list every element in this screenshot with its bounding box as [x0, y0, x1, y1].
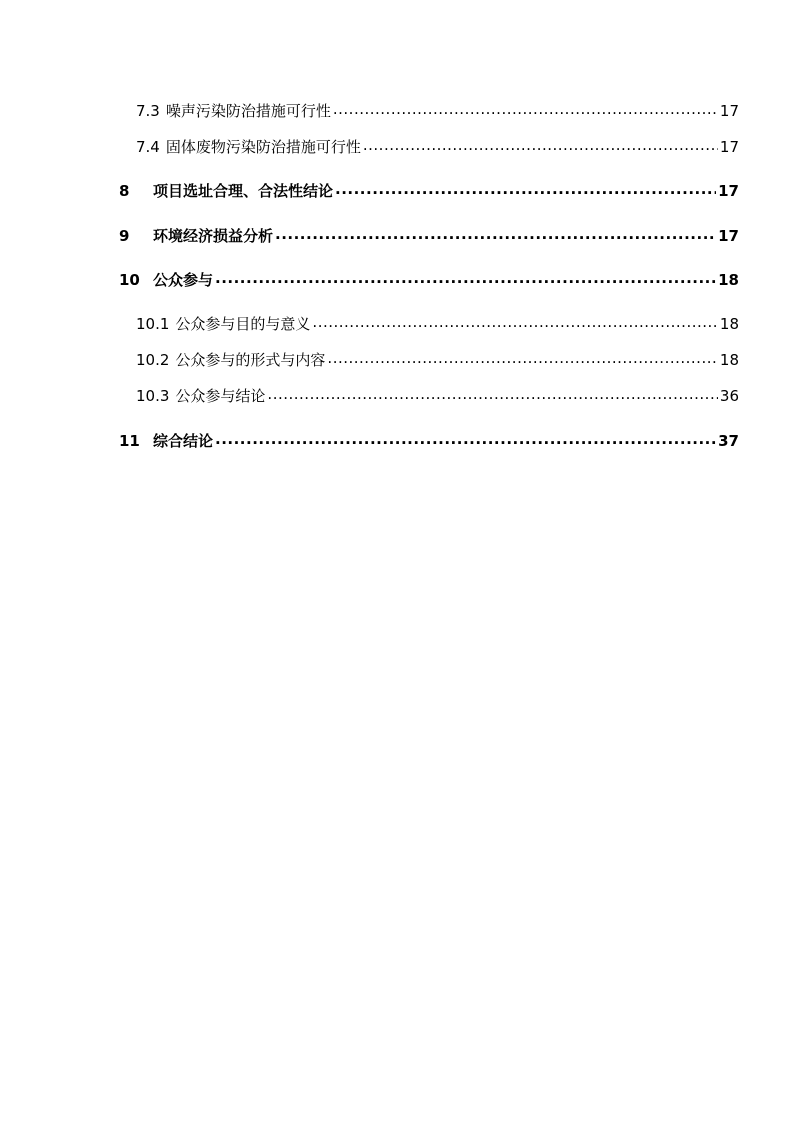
toc-entry-11[interactable]: [119, 430, 739, 451]
toc-entry-8[interactable]: [119, 180, 739, 201]
dot-leader: [215, 431, 716, 446]
toc-entry-page: 18: [718, 271, 739, 289]
toc-entry-10[interactable]: [119, 269, 739, 290]
toc-entry-title: 环境经济损益分析: [153, 227, 274, 245]
dot-leader: [215, 270, 716, 285]
dot-leader: [267, 386, 717, 401]
dot-leader: [312, 314, 717, 329]
toc-entry-10-1[interactable]: [136, 313, 739, 334]
dot-leader: [327, 350, 717, 365]
toc-entry-page: 17: [718, 227, 739, 245]
toc-entry-number: 10: [119, 271, 140, 289]
dot-leader: [363, 137, 718, 152]
toc-entry-10-2[interactable]: [136, 349, 739, 370]
toc-entry-number: 10.2: [136, 351, 170, 369]
dot-leader: [333, 101, 718, 116]
toc-entry-number: 7.3: [136, 102, 160, 120]
toc-entry-title: 项目选址合理、合法性结论: [153, 182, 334, 200]
toc-entry-7-3[interactable]: [136, 100, 739, 121]
toc-entry-number: 10.3: [136, 387, 170, 405]
toc-entry-title: 综合结论: [153, 432, 214, 450]
toc-entry-title: 公众参与结论: [175, 387, 266, 405]
toc-entry-page: 17: [719, 102, 739, 120]
toc-entry-title: 公众参与的形式与内容: [175, 351, 326, 369]
toc-entry-number: 8: [119, 182, 130, 200]
toc-entry-title: 公众参与目的与意义: [175, 315, 311, 333]
toc-entry-10-3[interactable]: [136, 385, 739, 406]
toc-entry-page: 17: [719, 138, 739, 156]
dot-leader: [335, 181, 716, 196]
dot-leader: [275, 226, 716, 241]
toc-entry-page: 17: [718, 182, 739, 200]
toc-entry-title: 公众参与: [153, 271, 214, 289]
toc-entry-number: 7.4: [136, 138, 160, 156]
toc-entry-title: 固体废物污染防治措施可行性: [165, 138, 361, 156]
toc-entry-number: 11: [119, 432, 140, 450]
toc-entry-9[interactable]: [119, 225, 739, 246]
toc-entry-number: 10.1: [136, 315, 170, 333]
toc-entry-number: 9: [119, 227, 130, 245]
toc-entry-7-4[interactable]: [136, 136, 739, 157]
toc-entry-page: 18: [719, 315, 739, 333]
toc-entry-title: 噪声污染防治措施可行性: [165, 102, 331, 120]
toc-entry-page: 18: [719, 351, 739, 369]
toc-entry-page: 37: [718, 432, 739, 450]
toc-entry-page: 36: [719, 387, 739, 405]
